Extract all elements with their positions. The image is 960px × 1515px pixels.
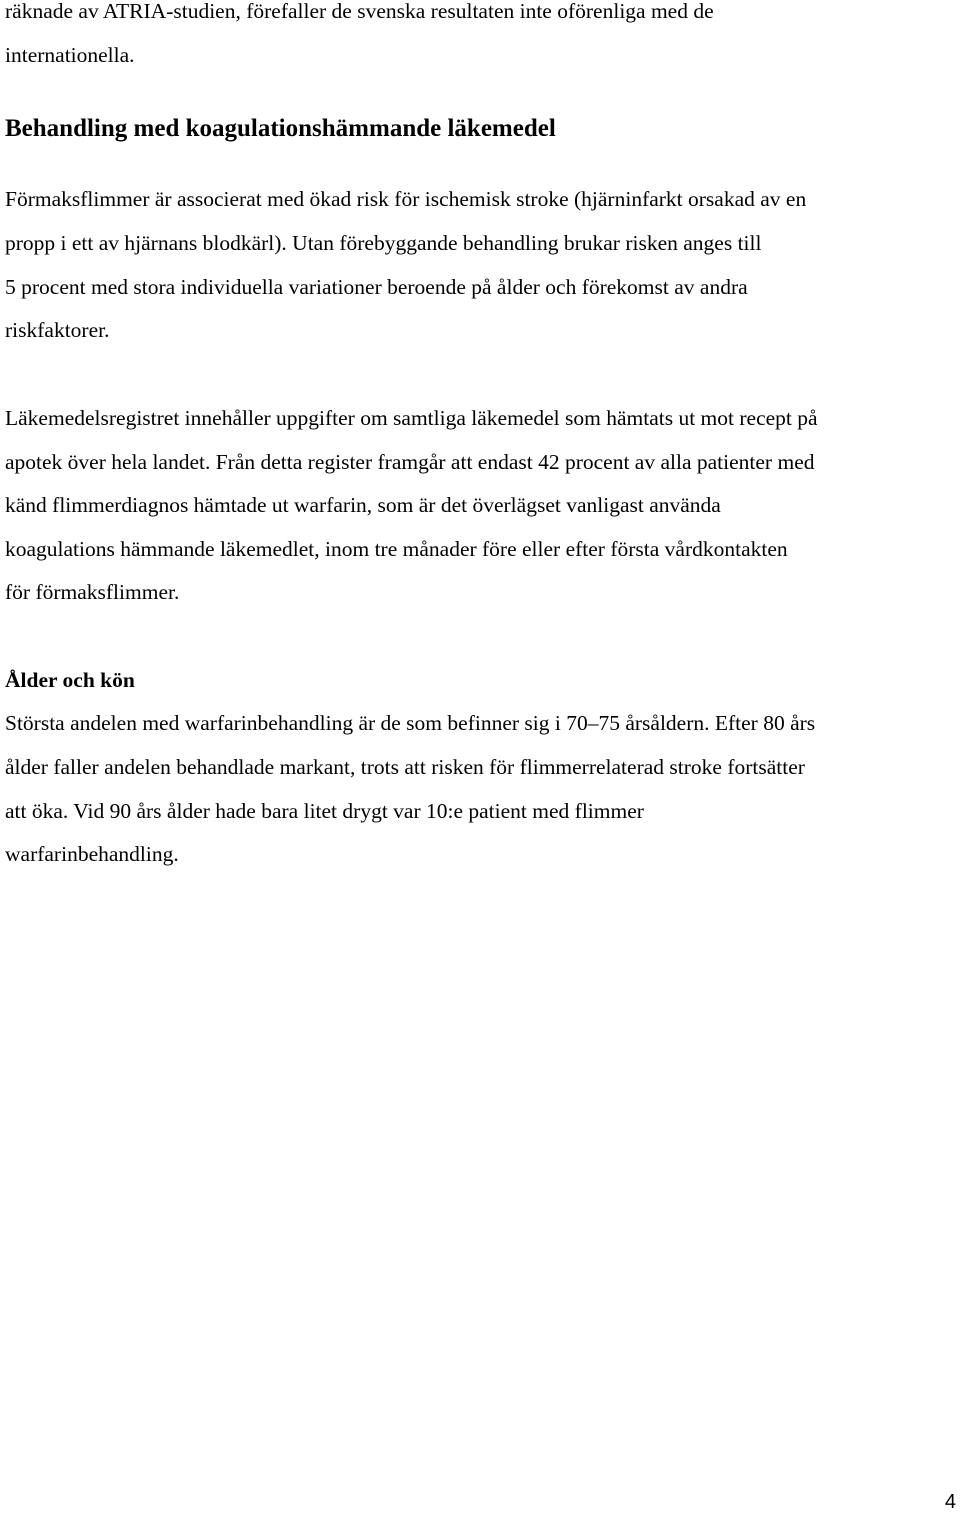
paragraph-line: propp i ett av hjärnans blodkärl). Utan förebyggande behandling brukar risken anges till (5, 231, 762, 255)
page-number: 4 (944, 1491, 956, 1513)
paragraph-line: 5 procent med stora individuella variationer beroende på ålder och förekomst av andra (5, 275, 748, 299)
paragraph-line: för förmaksflimmer. (5, 580, 180, 604)
section-heading-age-and-gender: Ålder och kön (5, 668, 135, 692)
paragraph-line: warfarinbehandling. (5, 842, 179, 866)
paragraph-line: ålder faller andelen behandlade markant, trots att risken för flimmerrelaterad stroke fortsätter (5, 755, 805, 779)
paragraph-line: apotek över hela landet. Från detta register framgår att endast 42 procent av alla patienter med (5, 450, 815, 474)
paragraph-line: koagulations hämmande läkemedlet, inom tre månader före eller efter första vårdkontakten (5, 537, 788, 561)
paragraph-line: Förmaksflimmer är associerat med ökad risk för ischemisk stroke (hjärninfarkt orsakad av en (5, 187, 807, 211)
intro-line: räknade av ATRIA-studien, förefaller de svenska resultaten inte oförenliga med de (5, 0, 714, 23)
paragraph-line: Största andelen med warfarinbehandling är de som befinner sig i 70–75 årsåldern. Efter 80 års (5, 711, 816, 735)
paragraph-line: att öka. Vid 90 års ålder hade bara litet drygt var 10:e patient med flimmer (5, 799, 644, 823)
paragraph-line: Läkemedelsregistret innehåller uppgifter om samtliga läkemedel som hämtats ut mot recept på (5, 406, 818, 430)
intro-line: internationella. (5, 43, 135, 67)
paragraph-line: känd flimmerdiagnos hämtade ut warfarin, som är det överlägset vanligast använda (5, 493, 721, 517)
paragraph-line: riskfaktorer. (5, 318, 110, 342)
section-heading-anticoagulant-treatment: Behandling med koagulationshämmande läkemedel (5, 115, 556, 142)
